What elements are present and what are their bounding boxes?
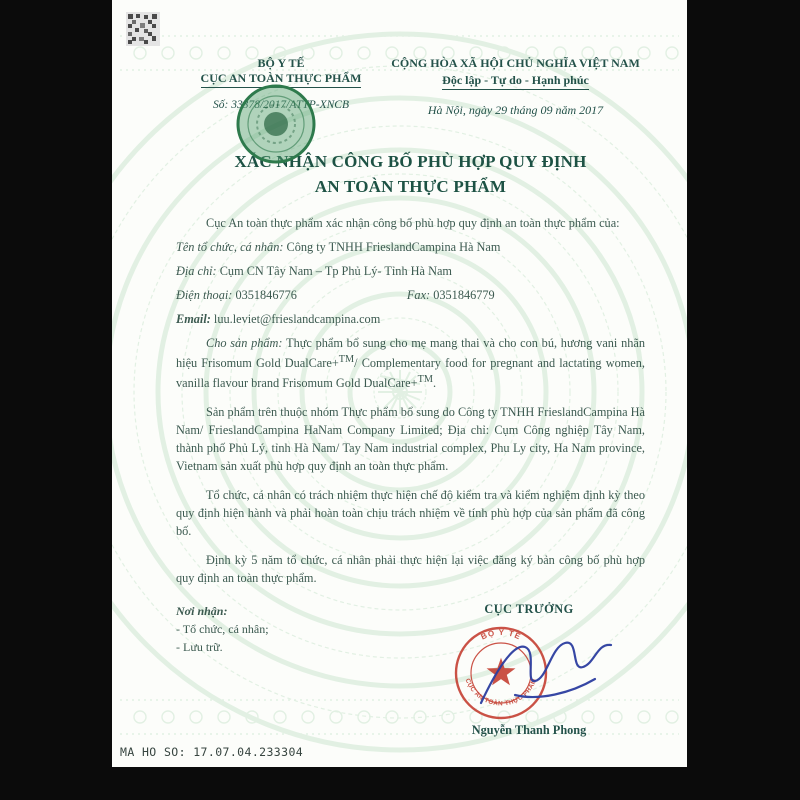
issuer-block [176, 56, 386, 118]
recipients-block [176, 602, 269, 656]
recipient-item: - Lưu trữ. [176, 639, 223, 654]
svg-text:CỤC AN TOÀN THỰC PHẨM [464, 677, 539, 707]
trademark-sup: TM [417, 374, 433, 386]
document-body [176, 215, 645, 587]
document-footer [176, 602, 645, 738]
file-reference-code: MA HO SO: 17.07.04.233304 [120, 745, 304, 759]
stamp-and-signature [429, 619, 629, 723]
certificate-page [112, 0, 687, 767]
intro-line: Cục An toàn thực phẩm xác nhận công bố phù hợp quy định an toàn thực phẩm của: [206, 216, 620, 231]
document-number: Số: 33378/2017/ATTP-XNCB [213, 99, 349, 111]
recipient-item: - Tổ chức, cá nhân; [176, 621, 269, 636]
stamp-bottom-text: CỤC AN TOÀN THỰC PHẨM [463, 677, 539, 708]
recipients-label: Nơi nhận: [176, 603, 228, 618]
ministry-name: BỘ Y TẾ [257, 56, 305, 70]
email-line: Email: luu.leviet@frieslandcampina.com [176, 312, 381, 327]
paragraph-renewal: Định kỳ 5 năm tổ chức, cá nhân phải thực hiện lại việc đăng ký bản công bố phù hợp quy định an toàn thực phẩm. [176, 552, 645, 585]
black-matte-left [0, 0, 112, 800]
national-motto: Độc lập - Tự do - Hạnh phúc [442, 73, 589, 90]
address-line: Địa chỉ: Cụm CN Tây Nam – Tp Phủ Lý- Tỉnh Hà Nam [176, 264, 452, 279]
country-title: CỘNG HÒA XÃ HỘI CHỦ NGHĨA VIỆT NAM [391, 56, 640, 70]
paragraph-manufacturer: Sản phẩm trên thuộc nhóm Thực phẩm bổ sung do Công ty TNHH FrieslandCampina Hà Nam/ FrieslandCampina HaNam Company Limited; Địa chỉ: Cụm Công nghiệp Tây Nam, thành phố Phủ Lý, tỉnh Hà Nam/ Tay Nam industrial complex, Phu Ly city, Ha Nam province, Vietnam sản xuất phù hợp quy định an toàn thực phẩm. [176, 405, 645, 473]
title-line-2: AN TOÀN THỰC PHẨM [314, 176, 507, 196]
signer-title: CỤC TRƯỞNG [484, 601, 574, 616]
green-emblem-stamp [234, 82, 318, 166]
phone-fax-line: Điện thoại: 0351846776 Fax: 0351846779 [176, 288, 495, 303]
document-content [112, 0, 687, 738]
black-matte-right [687, 0, 800, 800]
signature-block [413, 602, 645, 738]
trademark-sup: TM [338, 354, 355, 365]
paragraph-responsibility: Tổ chức, cá nhân có trách nhiệm thực hiện chế độ kiểm tra và kiểm nghiệm định kỳ theo quy định hiện hành và phải hoàn toàn chịu trách nhiệm về tính phù hợp của sản phẩm đã công bố. [176, 487, 645, 538]
department-name: CỤC AN TOÀN THỰC PHẨM [201, 71, 362, 88]
qr-code [126, 12, 160, 46]
national-heading-block [386, 56, 645, 118]
black-matte-bottom [0, 767, 800, 800]
red-official-seal [429, 619, 629, 723]
organization-line: Tên tổ chức, cá nhân: Công ty TNHH FrieslandCampina Hà Nam [176, 240, 501, 255]
place-date-line: Hà Nội, ngày 29 tháng 09 năm 2017 [427, 103, 604, 117]
document-header [176, 56, 645, 118]
stamp-top-text: BỘ Y TẾ [479, 627, 523, 642]
signer-name: Nguyễn Thanh Phong [471, 722, 587, 737]
product-declaration: Cho sản phẩm: Thực phẩm bổ sung cho mẹ mang thai và cho con bú, hương vani nhãn hiệu Frisomum Gold DualCare+™/ Complementary food for pregnant and lactating women, vanilla flavour brand Frisomum Gold DualCare+™. [176, 336, 646, 391]
title-line-1: XÁC NHẬN CÔNG BỐ PHÙ HỢP QUY ĐỊNH [234, 152, 587, 171]
